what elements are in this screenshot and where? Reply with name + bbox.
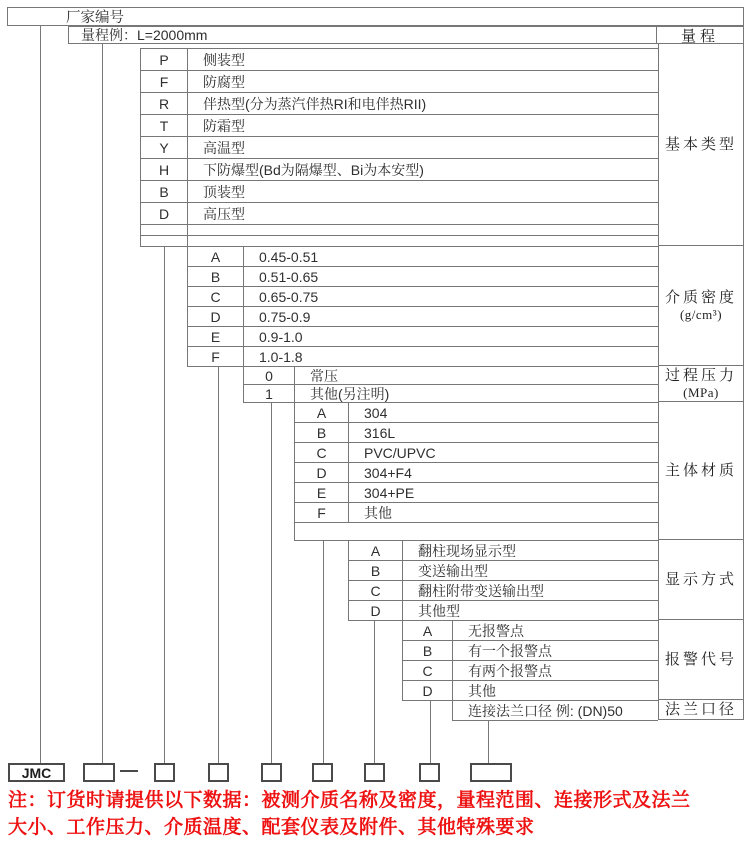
category-label: 介质密度	[664, 289, 737, 306]
table-row	[453, 701, 658, 721]
category-unit: (MPa)	[683, 384, 719, 400]
category-alarm	[658, 620, 744, 700]
desc-cell: 有两个报警点	[468, 662, 552, 679]
table-row	[295, 443, 658, 463]
desc-cell: 304+PE	[364, 484, 415, 501]
table-row	[349, 561, 658, 581]
code-box-pressure	[261, 763, 282, 782]
table-row	[403, 661, 658, 681]
code-cell: A	[188, 247, 244, 266]
range-row	[68, 26, 744, 44]
code-cell: H	[141, 159, 188, 180]
empty-row	[141, 225, 658, 236]
desc-cell: 下防爆型(Bd为隔爆型、Bi为本安型)	[203, 161, 424, 178]
code-cell: Y	[141, 137, 188, 158]
category-label: 报警代号	[664, 651, 737, 668]
range-example-label: 量程例：L=2000mm	[81, 27, 208, 43]
desc-cell: 侧装型	[203, 51, 245, 68]
desc-cell: 翻柱现场显示型	[418, 542, 516, 559]
code-cell: C	[295, 443, 349, 462]
category-label: 基本类型	[664, 136, 737, 153]
model-prefix-label: JMC	[21, 764, 52, 781]
desc-cell: 304+F4	[364, 464, 412, 481]
table-row	[188, 267, 658, 287]
model-prefix-box	[8, 763, 65, 782]
code-cell: E	[188, 327, 244, 346]
connector-line-material	[323, 540, 324, 763]
table-row	[349, 601, 658, 621]
category-unit: (g/cm³)	[679, 306, 723, 322]
table-row	[244, 367, 658, 385]
code-cell: F	[295, 503, 349, 522]
code-cell	[141, 225, 188, 235]
table-row	[295, 503, 658, 523]
category-material	[658, 402, 744, 540]
table-row	[349, 541, 658, 561]
code-cell: A	[349, 541, 403, 560]
code-cell: F	[141, 71, 188, 92]
desc-cell: 有一个报警点	[468, 642, 552, 659]
alarm-code-table	[402, 620, 658, 701]
code-cell: R	[141, 93, 188, 114]
code-box-range	[83, 763, 115, 782]
flange-size-table	[452, 700, 658, 721]
desc-cell: 连接法兰口径 例: (DN)50	[468, 702, 623, 719]
desc-cell: PVC/UPVC	[364, 444, 436, 461]
desc-cell: 防腐型	[203, 73, 245, 90]
connector-line-pressure	[271, 402, 272, 763]
code-box-material	[312, 763, 333, 782]
code-box-flange	[470, 763, 512, 782]
code-cell: B	[141, 181, 188, 202]
table-row	[141, 93, 658, 115]
category-flange	[658, 700, 744, 720]
code-cell: B	[403, 641, 453, 660]
code-cell: B	[349, 561, 403, 580]
code-cell: A	[403, 621, 453, 640]
category-display	[658, 540, 744, 620]
code-cell: A	[295, 403, 349, 422]
code-cell: B	[295, 423, 349, 442]
manufacturer-box	[7, 7, 744, 26]
desc-cell: 顶装型	[203, 183, 245, 200]
code-cell: F	[188, 347, 244, 366]
desc-cell: 高压型	[203, 205, 245, 222]
material-table	[294, 402, 658, 541]
table-row	[188, 287, 658, 307]
density-table	[187, 246, 658, 367]
table-row	[188, 327, 658, 347]
code-cell: E	[295, 483, 349, 502]
connector-line-density	[218, 366, 219, 763]
table-row	[141, 159, 658, 181]
table-row	[295, 423, 658, 443]
category-label: 主体材质	[664, 462, 737, 479]
table-row	[188, 247, 658, 267]
ordering-note	[8, 788, 748, 841]
code-cell: 1	[244, 385, 295, 402]
category-pressure	[658, 366, 744, 402]
desc-cell: 无报警点	[468, 622, 524, 639]
display-mode-table	[348, 540, 658, 621]
table-row	[244, 385, 658, 403]
code-cell	[141, 236, 188, 246]
table-row	[403, 681, 658, 701]
desc-cell: 0.51-0.65	[259, 268, 319, 285]
code-cell: D	[141, 203, 188, 224]
code-cell: P	[141, 49, 188, 70]
category-label: 显示方式	[664, 571, 737, 588]
table-row	[188, 307, 658, 327]
code-box-alarm	[419, 763, 440, 782]
table-row	[141, 181, 658, 203]
code-box-density	[208, 763, 229, 782]
code-cell: D	[349, 601, 403, 620]
model-code-dash	[120, 770, 138, 772]
connector-line-range	[102, 44, 103, 763]
table-row	[141, 71, 658, 93]
desc-cell	[188, 225, 658, 235]
table-row	[188, 347, 658, 367]
desc-cell: 伴热型(分为蒸汽伴热RI和电伴热RII)	[203, 95, 427, 112]
category-density	[658, 246, 744, 366]
category-label: 过程压力	[664, 367, 737, 384]
table-row	[295, 403, 658, 423]
code-cell: 0	[244, 367, 295, 384]
desc-cell: 翻柱附带变送输出型	[418, 582, 544, 599]
code-box-basic-type	[154, 763, 175, 782]
ordering-note-line1: 注：订货时请提供以下数据：被测介质名称及密度，量程范围、连接形式及法兰	[8, 790, 691, 811]
desc-cell: 0.75-0.9	[259, 308, 311, 325]
connector-line-flange	[488, 720, 489, 763]
desc-cell: 其他型	[418, 602, 460, 619]
desc-cell: 0.9-1.0	[259, 328, 303, 345]
code-cell: C	[188, 287, 244, 306]
basic-type-table	[140, 48, 658, 247]
desc-cell: 316L	[364, 424, 396, 441]
empty-row	[295, 523, 658, 541]
category-label: 法兰口径	[664, 701, 737, 718]
table-row	[141, 137, 658, 159]
desc-cell: 防霜型	[203, 117, 245, 134]
connector-line-alarm	[430, 700, 431, 763]
desc-cell	[188, 236, 658, 246]
code-cell	[295, 523, 349, 540]
category-basic-type	[658, 44, 744, 246]
connector-line-display	[374, 620, 375, 763]
desc-cell: 其他(另注明)	[310, 385, 390, 402]
desc-cell: 常压	[310, 367, 338, 384]
code-box-display	[364, 763, 385, 782]
desc-cell: 变送输出型	[418, 562, 488, 579]
code-cell: D	[188, 307, 244, 326]
table-row	[349, 581, 658, 601]
category-range: 量程	[656, 27, 743, 43]
ordering-note-line2: 大小、工作压力、介质温度、配套仪表及附件、其他特殊要求	[8, 816, 535, 838]
code-cell: D	[295, 463, 349, 482]
pressure-table	[243, 366, 658, 403]
desc-cell: 0.65-0.75	[259, 288, 319, 305]
table-row	[403, 621, 658, 641]
desc-cell: 0.45-0.51	[259, 248, 319, 265]
code-cell: C	[403, 661, 453, 680]
desc-cell: 其他	[364, 504, 392, 521]
desc-cell: 1.0-1.8	[259, 348, 303, 365]
table-row	[295, 483, 658, 503]
connector-line-manufacturer	[40, 26, 41, 763]
code-cell: D	[403, 681, 453, 700]
desc-cell: 其他	[468, 682, 496, 699]
table-row	[403, 641, 658, 661]
manufacturer-label: 厂家编号	[66, 10, 124, 26]
table-row	[295, 463, 658, 483]
desc-cell	[349, 523, 658, 540]
desc-cell: 高温型	[203, 139, 245, 156]
code-cell: B	[188, 267, 244, 286]
connector-line-basic-type	[164, 246, 165, 763]
desc-cell: 304	[364, 404, 388, 421]
table-row	[141, 115, 658, 137]
table-row	[141, 203, 658, 225]
code-cell: T	[141, 115, 188, 136]
table-row	[141, 49, 658, 71]
code-cell: C	[349, 581, 403, 600]
